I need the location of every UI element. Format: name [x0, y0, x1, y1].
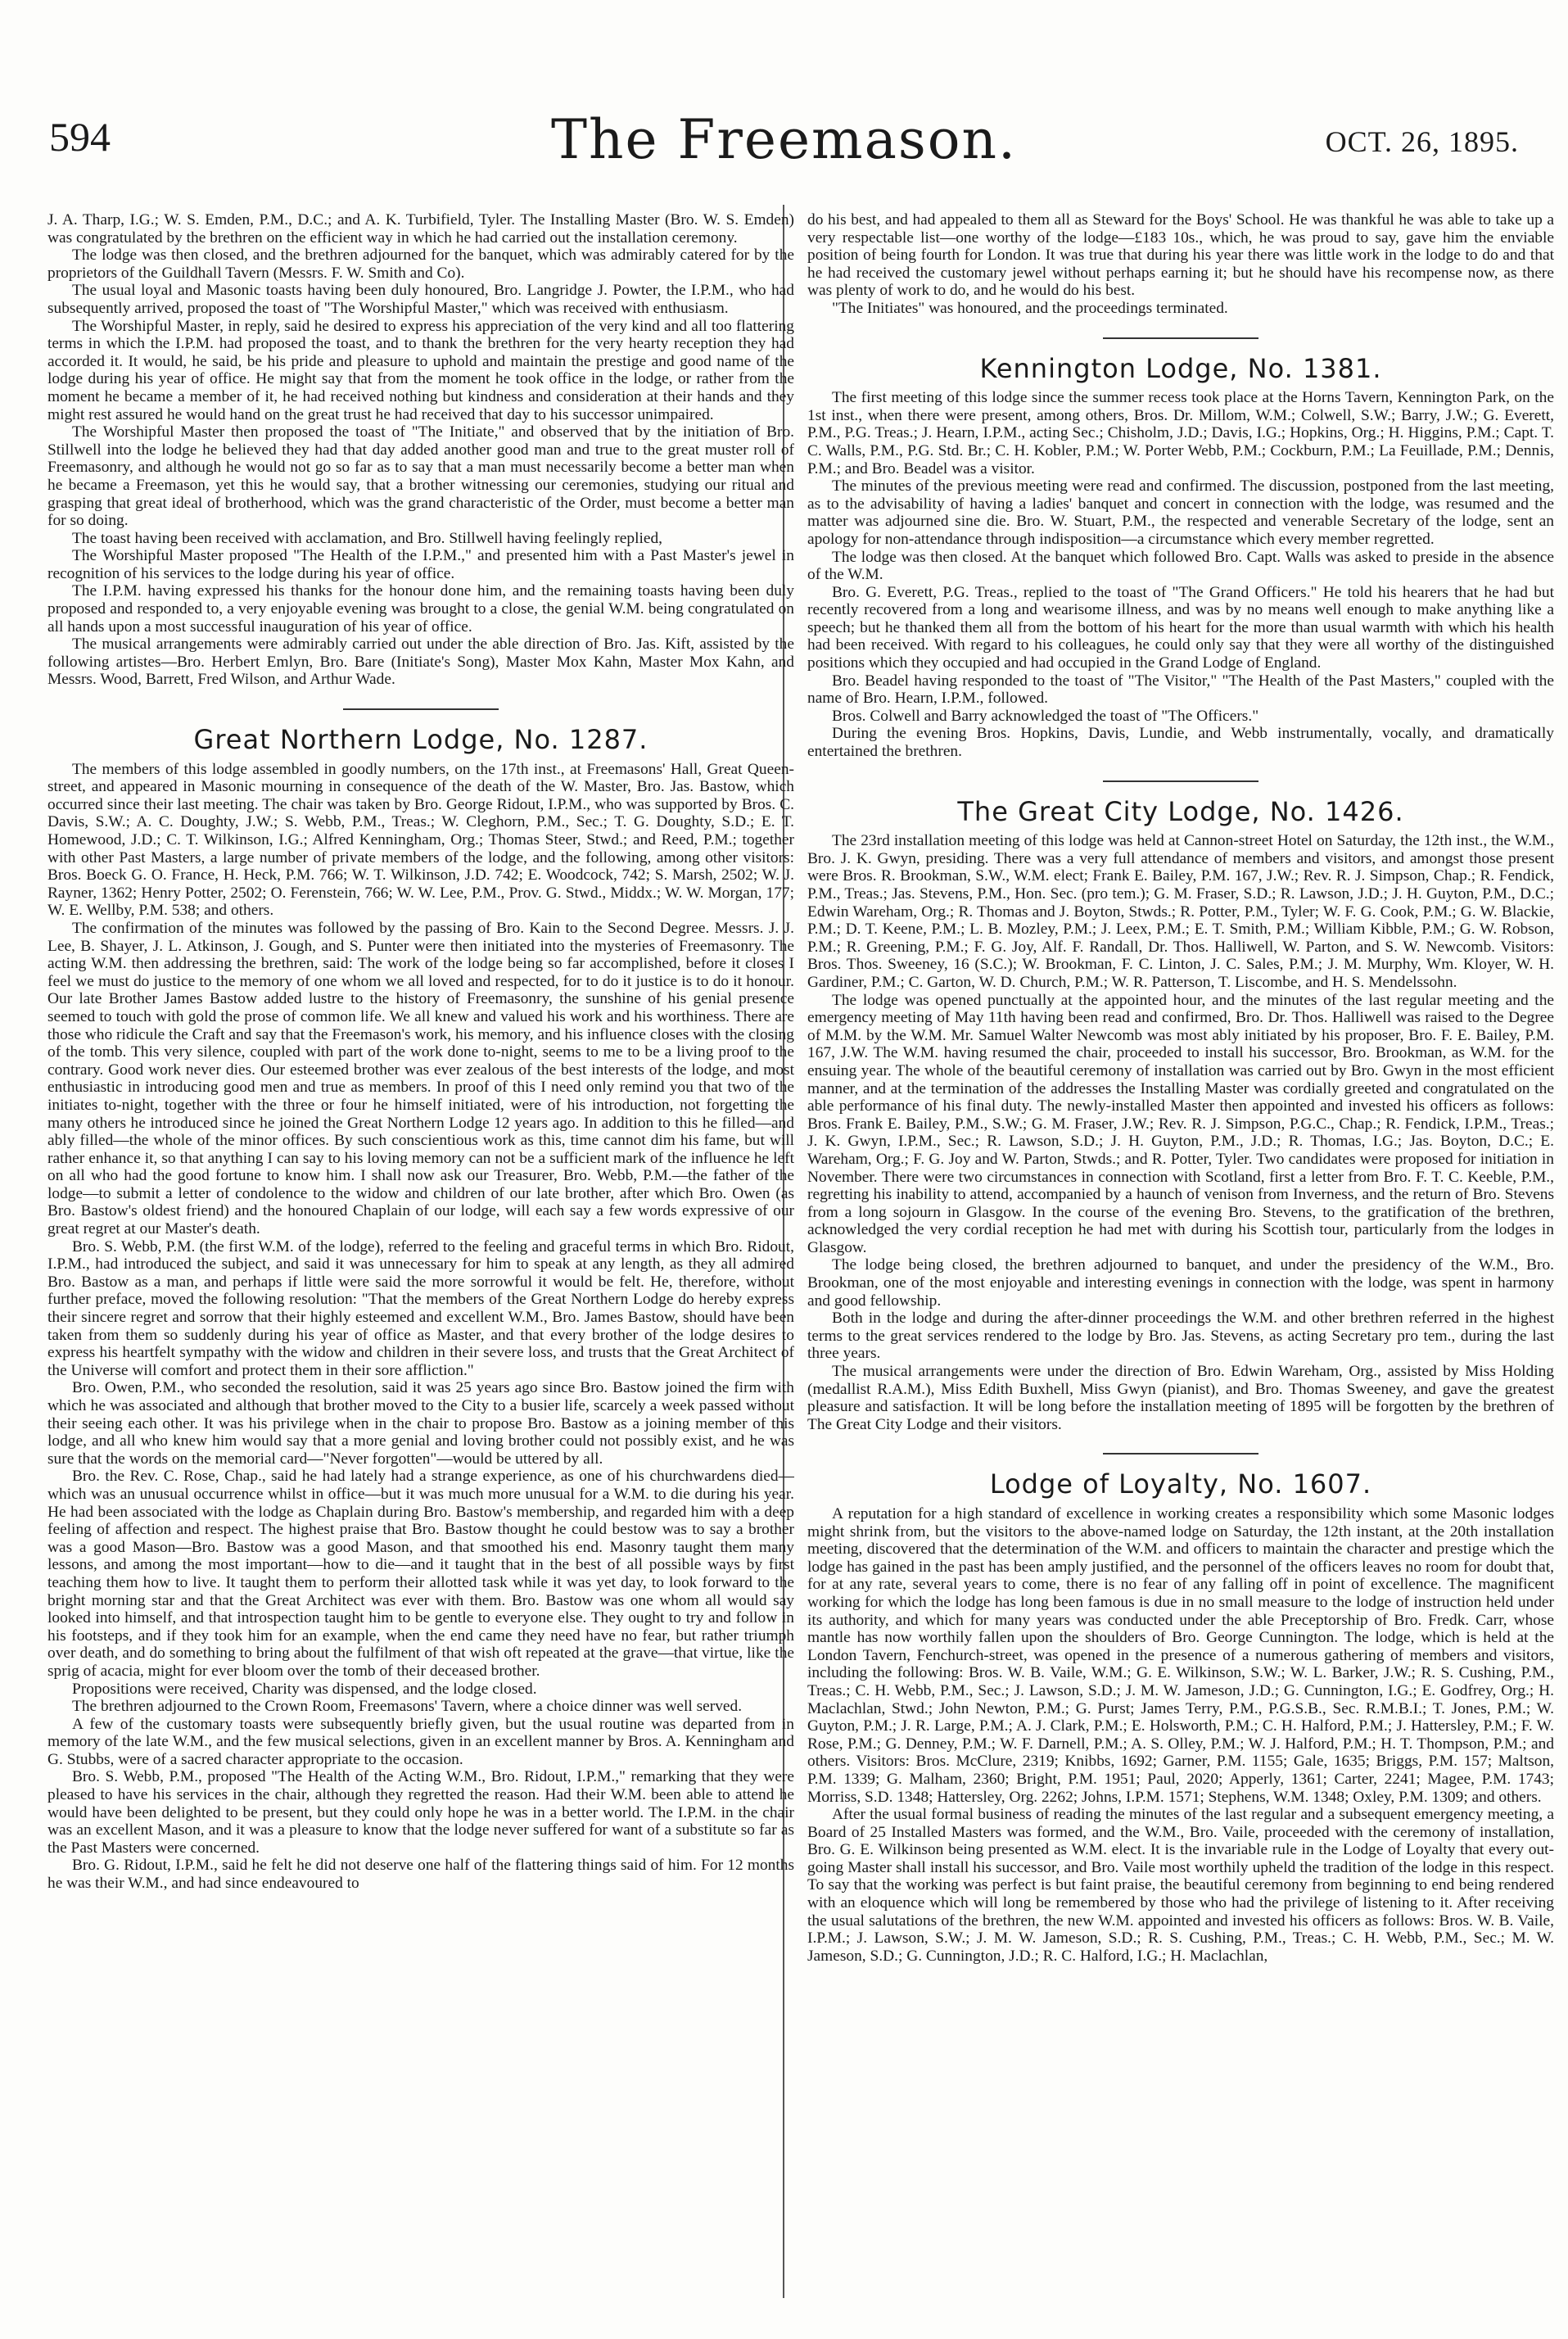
paragraph: Bro. G. Everett, P.G. Treas., replied to the toast of "The Grand Officers." He told his hearers that he had but recently recovered from a long and wearisome illness, and was by no means well enough to make anything like a speech; but he thanked them all from the bottom of his heart for the more than usual warmth with which his health had been received. With regard to his colleagues, he could only say that they were all worthy of the distinguished positions which they occupied and had occupied in the Grand Lodge of England.: [807, 583, 1554, 672]
paragraph: "The Initiates" was honoured, and the proceedings terminated.: [832, 299, 1228, 317]
paragraph: A few of the customary toasts were subsequently briefly given, but the usual routine was departed from in memory of the late W.M., and the few musical selections, given in an excellent manner by Bros. A. Kenningham and G. Stubbs, were of a sacred character appropriate to the occasion.: [47, 1715, 794, 1768]
masthead: [49, 108, 1519, 179]
paragraph: Bro. Beadel having responded to the toast of "The Visitor," "The Health of the Past Masters," coupled with the name of Bro. Hearn, I.P.M., followed.: [807, 672, 1554, 708]
kennington-lodge-article: [807, 352, 1554, 761]
great-northern-lodge-article: [47, 724, 794, 1893]
paragraph: The usual loyal and Masonic toasts having been duly honoured, Bro. Langridge J. Powter, the I.P.M., who had subsequently arrived, proposed the toast of "The Worshipful Master," which was received with enthusiasm.: [47, 282, 794, 317]
continued-report: [47, 211, 794, 689]
section-divider: [1103, 337, 1258, 339]
paragraph: The Worshipful Master proposed "The Health of the I.P.M.," and presented him with a Past Master's jewel in recognition of his services to the lodge during his year of office.: [47, 547, 794, 582]
paragraph: The lodge being closed, the brethren adjourned to banquet, and under the presidency of the W.M., Bro. Brookman, one of the most enjoyable and interesting evenings in connection with the lodge, was spent in harmony and good fellowship.: [807, 1256, 1554, 1310]
lodge-of-loyalty-article: [807, 1468, 1554, 1965]
paragraph: The I.P.M. having expressed his thanks for the honour done him, and the remaining toasts having been duly proposed and responded to, a very enjoyable evening was brought to a close, the genial W.M. being congratulated on all hands upon a most successful inauguration of his year of office.: [47, 582, 794, 636]
paragraph: The musical arrangements were under the direction of Bro. Edwin Wareham, Org., assisted by Miss Holding (medallist R.A.M.), Miss Edith Buxhell, Miss Gwyn (pianist), and Bro. Thomas Sweeney, and gave the greatest pleasure and satisfaction. It will be long before the installation meeting of 1895 will be forgotten by the brethren of The Great City Lodge and their visitors.: [807, 1363, 1554, 1433]
paragraph: do his best, and had appealed to them all as Steward for the Boys' School. He was thankful he was able to take up a very respectable list—one worthy of the lodge—£183 10s., which, he was proud to say, gave him the enviable position of being fourth for London. It was true that during his year there was little work in the lodge to do and that he had received the customary jewel without perhaps earning it; but he should have his recompense now, as there was plenty of work to do, and he would do his best.: [807, 211, 1554, 300]
paragraph: Bro. the Rev. C. Rose, Chap., said he had lately had a strange experience, as one of his churchwardens died—which was an unusual occurrence whilst in office—but it was much more unusual for a W.M. to die during his year. He had been associated with the lodge as Chaplain during Bro. Bastow's membership, and regarded him with a deep feeling of affection and respect. The highest praise that Bro. Bastow thought he could bestow was to say a brother was a good Mason—Bro. Bastow was a good Mason, and that smoothed his end. Masonry taught them many lessons, and among the most important—how to die—and it taught that in the best of all possible ways by first teaching them how to live. It taught them to perform their allotted task while it was yet day, to look forward to the bright morning star and that the Great Architect was ever with them. Bro. Bastow was one whom all would say looked into himself, and that introspection taught him to be gentle to everyone else. They ought to try and follow in his footsteps, and if they took him for an example, when the end came they need have no fear, but rather triumph over death, and do something to bring about the fulfilment of that wish oft repeated at the grave—that virtue, like the sprig of acacia, might for ever bloom over the tomb of their deceased brother.: [47, 1468, 794, 1680]
paragraph: Bros. Colwell and Barry acknowledged the toast of "The Officers.": [832, 707, 1259, 725]
paragraph: The minutes of the previous meeting were read and confirmed. The discussion, postponed from the last meeting, as to the advisability of having a ladies' banquet and concert in connection with the lodge, was resumed and the matter was adjourned sine die. Bro. W. Stuart, P.M., the respected and venerable Secretary of the lodge, sent an apology for non-attendance through indisposition—a circumstance which every member regretted.: [807, 477, 1554, 548]
issue-date: OCT. 26, 1895.: [1325, 125, 1519, 158]
right-column: [807, 211, 1554, 2300]
newspaper-title: The Freemason.: [550, 108, 1018, 171]
paragraph: After the usual formal business of reading the minutes of the last regular and a subsequent emergency meeting, a Board of 25 Installed Masters was formed, and the W.M., Bro. Vaile, proceeded with the ceremony of installation, Bro. G. E. Wilkinson being presented as W.M. elect. It is the invariable rule in the Lodge of Loyalty that every out-going Master shall install his successor, and Bro. Vaile most worthily upheld the tradition of the lodge in this respect. To say that the working was perfect is but faint praise, the beautiful ceremony from beginning to end being rendered with an eloquence which will long be remembered by those who had the privilege of listening to it. After receiving the usual salutations of the brethren, the new W.M. appointed and invested his officers as follows: Bros. W. B. Vaile, I.P.M.; J. Lawson, S.W.; J. M. W. Jameson, S.D.; R. S. Cushing, P.M., Treas.; C. H. Webb, P.M., Sec.; M. W. Jameson, S.D.; G. Cunnington, J.D.; R. C. Halford, I.G.; H. Maclachlan,: [807, 1806, 1554, 1965]
paragraph: J. A. Tharp, I.G.; W. S. Emden, P.M., D.C.; and A. K. Turbifield, Tyler. The Installing Master (Bro. W. S. Emden) was congratulated by the brethren on the efficient way in which he had carried out the installation ceremony.: [47, 211, 794, 247]
section-divider: [1103, 780, 1258, 782]
paragraph: The lodge was then closed, and the brethren adjourned for the banquet, which was admirably catered for by the proprietors of the Guildhall Tavern (Messrs. F. W. Smith and Co).: [47, 247, 794, 282]
article-heading: Great Northern Lodge, No. 1287.: [193, 724, 648, 756]
paragraph: The first meeting of this lodge since the summer recess took place at the Horns Tavern, Kennington Park, on the 1st inst., when there were present, among others, Bros. Dr. Millom, W.M.; Colwell, S.W.; Barry, J.W.; G. Everett, P.M., P.G. Treas.; J. Hearn, I.P.M., acting Sec.; Chisholm, J.D.; Davis, I.G.; Hopkins, Org.; H. Higgins, P.M.; Capt. T. C. Walls, P.M., P.G. Std. Br.; C. H. Kobler, P.M.; W. Porter Webb, P.M.; Cockburn, P.M.; La Feuillade, P.M.; Dennis, P.M.; and Bro. Beadel was a visitor.: [807, 389, 1554, 477]
left-column: [47, 211, 794, 2300]
paragraph: The 23rd installation meeting of this lodge was held at Cannon-street Hotel on Saturday, the 12th inst., the W.M., Bro. J. K. Gwyn, presiding. There was a very full attendance of members and visitors, and amongst those present were Bros. R. Brookman, S.W., W.M. elect; Frank E. Bailey, P.M. 167, J.W.; Rev. R. J. Simpson, Chap.; R. Fendick, P.M., Treas.; Jas. Stevens, P.M., Hon. Sec. (pro tem.); G. M. Fraser, S.D.; R. Lawson, J.D.; J. H. Guyton, P.M., D.C.; Edwin Wareham, Org.; R. Thomas and J. Boyton, Stwds.; R. Potter, P.M., Tyler; W. F. G. Cook, P.M.; G. W. Blackie, P.M.; D. T. Keene, P.M.; L. B. Mozley, P.M.; J. Leex, P.M.; E. T. Smith, P.M.; William Kibble, P.M.; G. W. Robson, P.M.; R. Greening, P.M.; F. G. Joy, Alf. F. Randall, Dr. Thos. Halliwell, W. Parton, and S. W. Newcomb. Visitors: Bros. Thos. Sweeney, 16 (S.C.); W. Brookman, F. C. Linton, J. C. Sales, P.M.; J. M. Murphy, Wm. Kloyer, W. H. Gardiner, P.M.; C. Garton, W. D. Church, P.M.; W. R. Patterson, T. Liscombe, and H. S. Mendelssohn.: [807, 832, 1554, 991]
paragraph: Bro. Owen, P.M., who seconded the resolution, said it was 25 years ago since Bro. Bastow joined the firm with which he was associated and although that brother moved to the City to a busier life, scarcely a week passed without their seeing each other. It was his privilege when in the chair to propose Bro. Bastow as a joining member of this lodge, and all who knew him would say that a more genial and loving brother could not possibly exist, and he was sure that the words on the memorial card—"Never forgotten"—would be uttered by all.: [47, 1379, 794, 1468]
article-heading: Kennington Lodge, No. 1381.: [979, 352, 1382, 384]
paragraph: The brethren adjourned to the Crown Room, Freemasons' Tavern, where a choice dinner was well served.: [72, 1698, 743, 1716]
paragraph: The Worshipful Master, in reply, said he desired to express his appreciation of the very kind and all too flattering terms in which the I.P.M. had proposed the toast, and to thank the brethren for the very hearty reception they had accorded it. It would, he said, be his pride and pleasure to uphold and maintain the prestige and good name of the lodge during his year of office. He might say that from the moment he took office in the lodge, or rather from the moment he became a member of it, he had received nothing but kindness and consideration at their hands and they might rest assured he would hand on the great trust he had received that day to his successor unimpaired.: [47, 317, 794, 423]
paragraph: A reputation for a high standard of excellence in working creates a responsibility which some Masonic lodges might shrink from, but the visitors to the above-named lodge on Saturday, the 12th instant, at the 20th installation meeting, discovered that the determination of the W.M. and officers to maintain the character and prestige which the lodge has gained in the past has been amply justified, and the personnel of the officers leaves no room for doubt that, for at any rate, several years to come, there is no fear of any falling off in point of excellence. The magnificent working for which the lodge has long been famous is due in no small measure to the lodge of instruction held under its authority, and which for many years was conducted under the able Preceptorship of Bro. Fredk. Carr, whose mantle has now worthily fallen upon the shoulders of Bro. George Cunnington. The lodge, which is held at the London Tavern, Fenchurch-street, was opened in the presence of a numerous gathering of members and visitors, including the following: Bros. W. B. Vaile, W.M.; G. E. Wilkinson, S.W.; W. L. Barker, J.W.; R. S. Cushing, P.M., Treas.; C. H. Webb, P.M., Sec.; J. Lawson, S.D.; J. M. W. Jameson, J.D.; G. Cunnington, I.G.; E. Godfrey, Org.; H. Maclachlan, Stwd.; John Newton, P.M.; G. Purst; James Terry, P.M., P.G.S.B., Sec. R.M.B.I.; T. Jones, P.M.; W. Guyton, P.M.; J. R. Large, P.M.; A. J. Clark, P.M.; E. Holsworth, P.M.; C. H. Halford, P.M.; J. Hattersley, P.M.; F. W. Rose, P.M.; G. Denney, P.M.; W. F. Darnell, P.M.; A. S. Olley, P.M.; W. J. Halford, P.M.; H. T. Thompson, P.M.; and others. Visitors: Bros. McClure, 2319; Knibbs, 1692; Garner, P.M. 1155; Gale, 1635; Briggs, P.M. 157; Maltson, P.M. 1339; G. Malham, 2360; Bright, P.M. 1951; Paul, 2020; Apperly, 1361; Carter, 2241; Magee, P.M. 1743; Morriss, S.D. 1348; Hattersley, Org. 2262; Johns, I.P.M. 1571; Stephens, W.M. 1348; Oxley, P.M. 1309; and others.: [807, 1505, 1554, 1806]
article-heading: Lodge of Loyalty, No. 1607.: [989, 1468, 1372, 1500]
page-number: 594: [49, 114, 111, 160]
paragraph: The toast having been received with acclamation, and Bro. Stillwell having feelingly replied,: [72, 529, 662, 547]
paragraph: The lodge was opened punctually at the appointed hour, and the minutes of the last regular meeting and the emergency meeting of May 11th having been read and confirmed, Bro. Dr. Thos. Halliwell was raised to the Degree of M.M. by the W.M. Mr. Samuel Walter Newcomb was most ably initiated by his proposer, Bro. F. E. Bailey, P.M. 167, J.W. The W.M. having resumed the chair, proceeded to install his successor, Bro. Brookman, as W.M. for the ensuing year. The whole of the beautiful ceremony of installation was carried out by Bro. Gwyn in the most efficient manner, and at the termination of the addresses the Installing Master was cordially greeted and congratulated on the able performance of his final duty. The newly-installed Master then appointed and invested his officers as follows: Bros. Frank E. Bailey, P.M., S.W.; G. M. Fraser, J.W.; Rev. R. J. Simpson, P.G.C., Chap.; R. Fendick, I.P.M., Treas.; J. K. Gwyn, I.P.M., Sec.; R. Lawson, S.D.; J. H. Guyton, P.M., J.D.; R. Thomas, I.G.; Jas. Boyton, D.C.; E. Wareham, Org.; F. G. Joy and W. Parton, Stwds.; and R. Potter, Tyler. Two candidates were proposed for initiation in November. There were two circumstances in connection with Scotland, first a letter from Bro. F. T. C. Keeble, P.M., regretting his inability to attend, accompanied by a haunch of venison from Inverness, and the return of Bro. Stevens from a long sojourn in Glasgow. In the course of the evening Bro. Stevens, to the gratification of the brethren, acknowledged the very cordial reception he had met with during his Scottish tour, particularly from the lodges in Glasgow.: [807, 991, 1554, 1256]
paragraph: Propositions were received, Charity was dispensed, and the lodge closed.: [72, 1680, 537, 1698]
section-divider: [343, 708, 499, 710]
paragraph: Bro. S. Webb, P.M., proposed "The Health of the Acting W.M., Bro. Ridout, I.P.M.," remarking that they were pleased to have his services in the chair, although they regretted the reason. Had their W.M. been able to attend he would have been delighted to be present, but they could only hope he was in a better world. The I.P.M. in the chair was an excellent Mason, and it was a pleasure to know that the lodge never suffered for want of a substitute so far as the Past Masters were concerned.: [47, 1768, 794, 1857]
great-city-lodge-article: [807, 795, 1554, 1434]
paragraph: During the evening Bros. Hopkins, Davis, Lundie, and Webb instrumentally, vocally, and dramatically entertained the brethren.: [807, 725, 1554, 761]
article-heading: The Great City Lodge, No. 1426.: [957, 795, 1404, 827]
paragraph: Bro. S. Webb, P.M. (the first W.M. of the lodge), referred to the feeling and graceful terms in which Bro. Ridout, I.P.M., had introduced the subject, and said it was unnecessary for him to speak at any length, as they all admired Bro. Bastow as a man, and perhaps if little were said the more sorrowful it would be felt. He, therefore, without further preface, moved the following resolution: "That the members of the Great Northern Lodge do hereby express their sincere regret and sorrow that their highly esteemed and excellent W.M., Bro. James Bastow, should have been taken from them so suddenly during his year of office as Master, and that every brother of the lodge desires to express his heartfelt sympathy with the widow and children in their severe loss, and trusts that the Great Architect of the Universe will comfort and protect them in their sore affliction.": [47, 1237, 794, 1379]
paragraph: The musical arrangements were admirably carried out under the able direction of Bro. Jas. Kift, assisted by the following artistes—Bro. Herbert Emlyn, Bro. Bare (Initiate's Song), Master Mox Kahn, Master Mox Kahn, and Messrs. Wood, Barrett, Fred Wilson, and Arthur Wade.: [47, 636, 794, 689]
continued-report: [807, 211, 1554, 318]
paragraph: Both in the lodge and during the after-dinner proceedings the W.M. and other brethren referred in the highest terms to the great services rendered to the lodge by Bro. Jas. Stevens, as acting Secretary pro tem., during the last three years.: [807, 1310, 1554, 1363]
paragraph: The lodge was then closed. At the banquet which followed Bro. Capt. Walls was asked to preside in the absence of the W.M.: [807, 548, 1554, 584]
paragraph: Bro. G. Ridout, I.P.M., said he felt he did not deserve one half of the flattering things said of him. For 12 months he was their W.M., and had since endeavoured to: [47, 1857, 794, 1893]
section-divider: [1103, 1453, 1258, 1455]
paragraph: The confirmation of the minutes was followed by the passing of Bro. Kain to the Second Degree. Messrs. J. J. Lee, B. Shayer, J. L. Atkinson, J. Gough, and S. Punter were then initiated into the mysteries of Freemasonry. The acting W.M. then addressing the brethren, said: The work of the lodge being so far accomplished, before it closes I feel we must do justice to the memory of one whom we all loved and respected, for to do it justice is to do it honour. Our late Brother James Bastow added lustre to the history of Freemasonry, the sunshine of his genial presence seemed to touch with gold the prose of common life. We all knew and valued his work and his worthiness. There are those who ridicule the Craft and say that the Freemason's work, his memory, and his influence closes with the closing of the tomb. This very silence, coupled with part of the work done to-night, seems to me to be a living proof to the contrary. Good work never dies. Our esteemed brother was ever zealous of the best interests of the lodge, and most enthusiastic in introducing good men and true as members. In proof of this I need only remind you that two of the initiates to-night, together with the three or four he himself initiated, were of his introduction, not forgetting the many others he introduced since he joined the Great Northern Lodge 12 years ago. In addition to this he filled—and ably filled—the whole of the minor offices. By such conscientious work as this, time cannot dim his fame, but will rather enhance it, so that anything I can say to his loving memory can not be a sufficient mark of the influence he left on all who had the good fortune to know him. I shall now ask our Treasurer, Bro. Webb, P.M.—the father of the lodge—to submit a letter of condolence to the widow and children of our late brother, after which Bro. Owen (as Bro. Bastow's oldest friend) and the honoured Chaplain of our lodge, will each say a few words expressive of our great regret at our Master's death.: [47, 919, 794, 1238]
paragraph: The Worshipful Master then proposed the toast of "The Initiate," and observed that by the initiation of Bro. Stillwell into the lodge he believed they had that day added another good man and true to the great muster roll of Freemasonry, and although he would not go so far as to say that a man must necessarily become a better man when he became a Freemason, yet this he would say, that a brother witnessing our ceremonies, studying our ritual and grasping that great ideal of brotherhood, which was the grand characteristic of the Order, must become a better man for so doing.: [47, 423, 794, 530]
paragraph: The members of this lodge assembled in goodly numbers, on the 17th inst., at Freemasons' Hall, Great Queen-street, and appeared in Masonic mourning in consequence of the death of the W. Master, Bro. Jas. Bastow, which occurred since their last meeting. The chair was taken by Bro. George Ridout, I.P.M., who was supported by Bros. C. Davis, S.W.; A. C. Doughty, J.W.; S. Webb, P.M., Treas.; W. Cleghorn, P.M., Sec.; T. G. Doughty, S.D.; E. T. Homewood, J.D.; C. T. Wilkinson, I.G.; Alfred Kenningham, Org.; Thomas Steer, Stwd.; and Reed, P.M.; together with other Past Masters, a large number of private members of the lodge, and the following, among other visitors: Bros. Boeck G. O. France, H. Heck, P.M. 766; W. T. Wilkinson, J.D. 742; E. Woodcock, 742; S. Marsh, 2502; W. J. Rayner, 1362; Henry Potter, 2502; O. Ferenstein, 766; W. W. Lee, P.M., Prov. G. Stwd., Middx.; W. W. Morgan, 177; W. E. Wellby, P.M. 538; and others.: [47, 760, 794, 920]
